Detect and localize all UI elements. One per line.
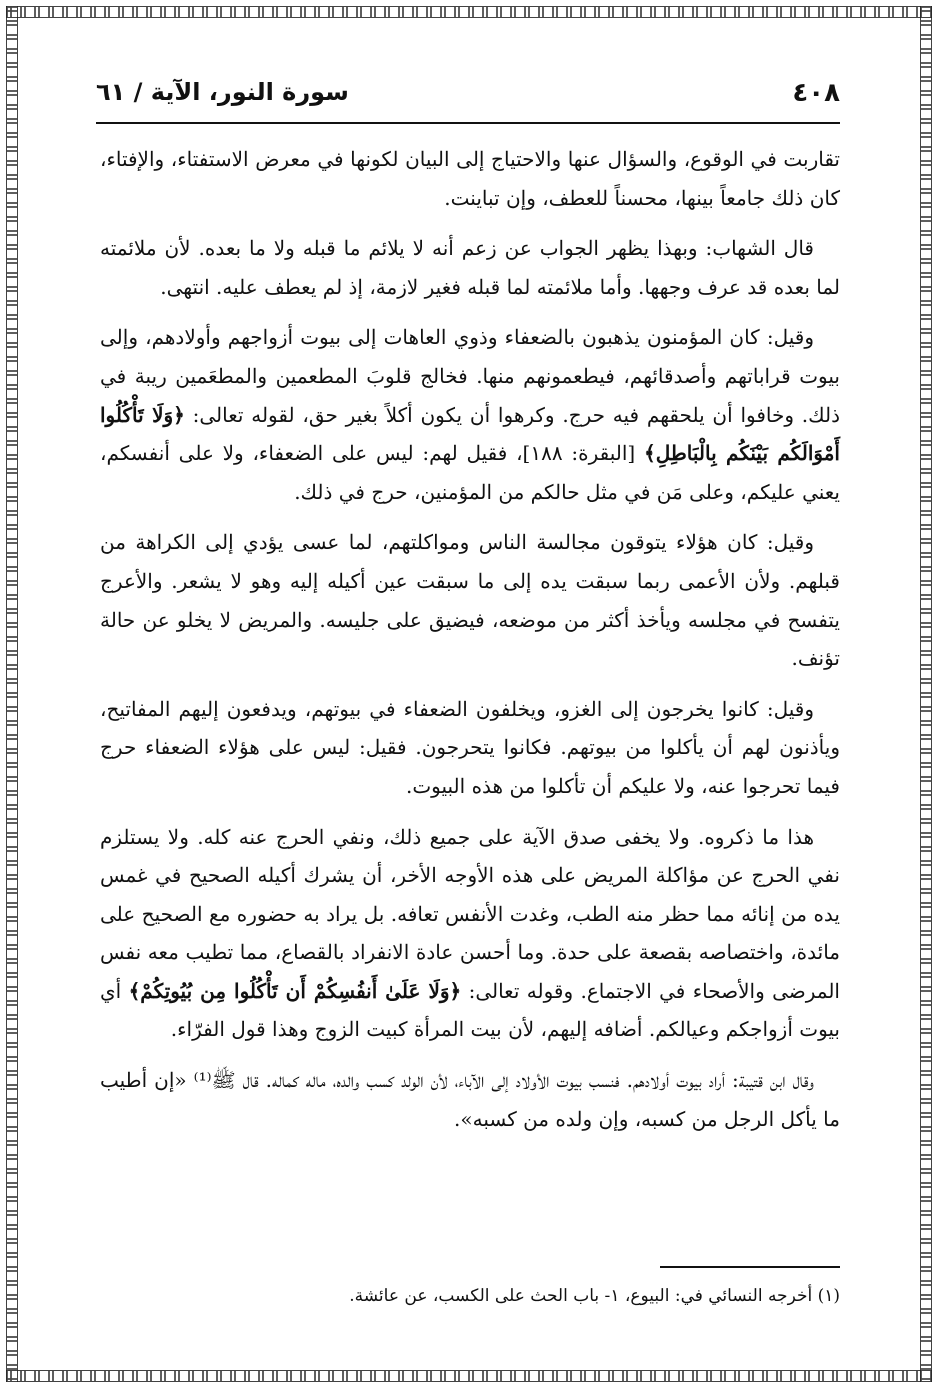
decorative-border-left [6,6,18,1382]
page-body [100,140,840,1150]
running-title: سورة النور، الآية / ٦١ [96,78,349,106]
page-number: ٤٠٨ [792,78,840,108]
paragraph-5: وقيل: كانوا يخرجون إلى الغزو، ويخلفون الضعفاء في بيوتهم، ويدفعون إليهم المفاتيح، ويأذنون لهم أن يأكلوا من بيوتهم. فكانوا يتحرجون. فقيل: ليس على هؤلاء الضعفاء حرج فيما تحرجوا عنه، ولا عليكم أن تأكلوا من هذه البيوت. [100,696,840,798]
paragraph-3 [100,318,840,511]
decorative-border-bottom [6,1370,932,1382]
paragraph-4: وقيل: كان هؤلاء يتوقون مجالسة الناس ومواكلتهم، لما عسى يؤدي إلى الكراهة من قبلهم. ولأن الأعمى ربما سبقت يده إلى ما سبقت عين أكيله إليه وهو لا يشعر. والأعرج يتفسح في مجلسه ويأخذ أكثر من موضعه، فيضيق على جليسه. والمريض لا يخلو عن حالة تؤنف. [100,530,840,671]
paragraph-7: وقال ابن قتيبة: أراد بيوت أولادهم. فنسب بيوت الأولاد إلى الآباء، لأن الولد كسب والده، ماله كماله. قال ﷺ⁽¹⁾ «إن أطيب ما يأكل الرجل من كسبه، وإن ولده من كسبه». [100,1068,840,1131]
paragraph-6-text: هذا ما ذكروه. ولا يخفى صدق الآية على جميع ذلك، ونفي الحرج عنه كله. ولا يستلزم نفي الحرج عن مؤاكلة المريض على هذه الأوجه الأخر، أن يشرك أكيله الصحيح في غمس يده من إنائه مما حظر منه الطب، وغدت الأنفس تعافه. بل يراد به حضوره مع الصحيح على مائدة، واختصاصه بقصعة على حدة. وما أحسن عادة الانفراد بالقصاع، مما تطيب معه نفس المرضى والأصحاء في الاجتماع. وقوله تعالى: [100,824,840,1003]
decorative-border-right [920,6,932,1382]
paragraph-6-text-after: أي بيوت أزواجكم وعيالكم. أضافه إليهم، لأن بيت المرأة كبيت الزوج وهذا قول الفرّاء. [100,978,840,1042]
paragraph-3-text: وقيل: كان المؤمنون يذهبون بالضعفاء وذوي العاهات إلى بيوت أزواجهم وأولادهم، وإلى بيوت قراباتهم وأصدقائهم، فيطعمونهم منها. فخالج قلوبَ المطعمين والمطعَمين ريبة في ذلك. وخافوا أن يلحقهم فيه حرج. وكرهوا أن يكون أكلاً بغير حق، لقوله تعالى: [100,325,840,427]
quran-verse: ﴿وَلَا عَلَىٰ أَنفُسِكُمْ أَن تَأْكُلُوا مِن بُيُوتِكُمْ﴾ [128,978,462,1003]
footnote: (١) أخرجه النسائي في: البيوع، ١- باب الحث على الكسب، عن عائشة. [349,1286,840,1306]
quran-verse: ﴿وَلَا تَأْكُلُوا أَمْوَالَكُم بَيْنَكُم بِالْبَاطِلِ﴾ [100,402,840,466]
paragraph-6 [100,818,840,1050]
footnote-rule [660,1266,840,1268]
paragraph-2: قال الشهاب: وبهذا يظهر الجواب عن زعم أنه لا يلائم ما قبله ولا ما بعده. لأن ملائمته لما بعده قد عرف وجهها. وأما ملائمته لما قبله فغير لازمة، إذ لم يعطف عليه. انتهى. [100,236,840,299]
paragraph-1: تقاربت في الوقوع، والسؤال عنها والاحتياج إلى البيان لكونها في معرض الاستفتاء، والإفتاء، كان ذلك جامعاً بينها، محسناً للعطف، وإن تباينت. [100,147,840,210]
paragraph-3-text-after: [البقرة: ١٨٨]، فقيل لهم: ليس على الضعفاء، ولا على أنفسكم، يعني عليكم، وعلى مَن في مثل حالكم من المؤمنين، حرج في ذلك. [100,441,840,504]
decorative-border-top [6,6,932,18]
page-header [96,78,840,118]
header-rule [96,122,840,124]
